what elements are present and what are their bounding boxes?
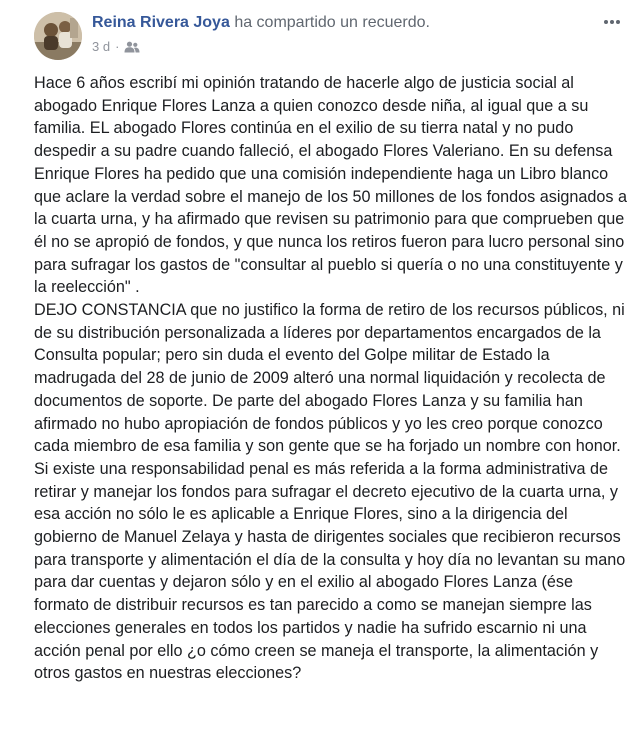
avatar-image	[34, 12, 82, 60]
post-action-text: ha compartido un recuerdo.	[234, 14, 430, 31]
author-name-link[interactable]: Reina Rivera Joya	[92, 14, 230, 31]
author-line	[92, 14, 430, 32]
ellipsis-icon	[603, 19, 621, 25]
meta-separator: ·	[115, 39, 120, 54]
avatar[interactable]	[34, 12, 82, 60]
friends-icon[interactable]	[124, 41, 140, 53]
post-header	[34, 12, 624, 60]
post-timestamp[interactable]: 3 d	[92, 39, 111, 54]
post-body-text: Hace 6 años escribí mi opinión tratando de hacerle algo de justicia social al abogado Enrique Flores Lanza a quien conozco desde niña, al igual que a su familia. EL abogado Flores continúa en el exilio de su tierra natal y no pudo despedir a su padre cuando falleció, el abogado Flores Valeriano. En su defensa Enrique Flores ha pedido que una comisión independiente haga un Libro blanco que aclare la verdad sobre el manejo de los 50 millones de los fondos asignados a la cuarta urna, y ha afirmado que revisen su patrimonio para que comprueben que él no se apropió de fondos, y que nunca los retiros fueron para lucro personal sino para sufragar los gastos de "consultar al pueblo si quería o no una constituyente y la reelección" . DEJO CONSTANCIA que no justifico la forma de retiro de los recursos públicos, ni de su distribución personalizada a líderes por departamentos encargados de la Consulta popular; pero sin duda el evento del Golpe militar de Estado la madrugada del 28 de junio de 2009 alteró una normal liquidación y recolecta de documentos de soporte. De parte del abogado Flores Lanza y su familia han afirmado no hubo apropiación de fondos públicos y yo les creo porque conozco cada miembro de esa familia y son gente que se ha forjado un nombre con honor. Si existe una responsabilidad penal es más referida a la forma administrativa de retirar y manejar los fondos para sufragar el decreto ejecutivo de la cuarta urna, y esa acción no sólo le es aplicable a Enrique Flores, sino a la dirigencia del gobierno de Manuel Zelaya y hasta de dirigentes sociales que recibieron recursos para transporte y alimentación el día de la consulta y hoy día no levantan su mano para dar cuentas y dejaron sólo y en el exilio al abogado Flores Lanza (ése formato de distribuir recursos es tan parecido a como se manejan siempre las elecciones generales en todos los partidos y nadie ha sufrido escarnio ni una acción penal por ello ¿o cómo creen se maneja el transporte, la alimentación y otros gastos en nuestras elecciones?	[34, 74, 628, 683]
post-options-button[interactable]	[600, 12, 624, 32]
post-meta	[92, 39, 140, 54]
